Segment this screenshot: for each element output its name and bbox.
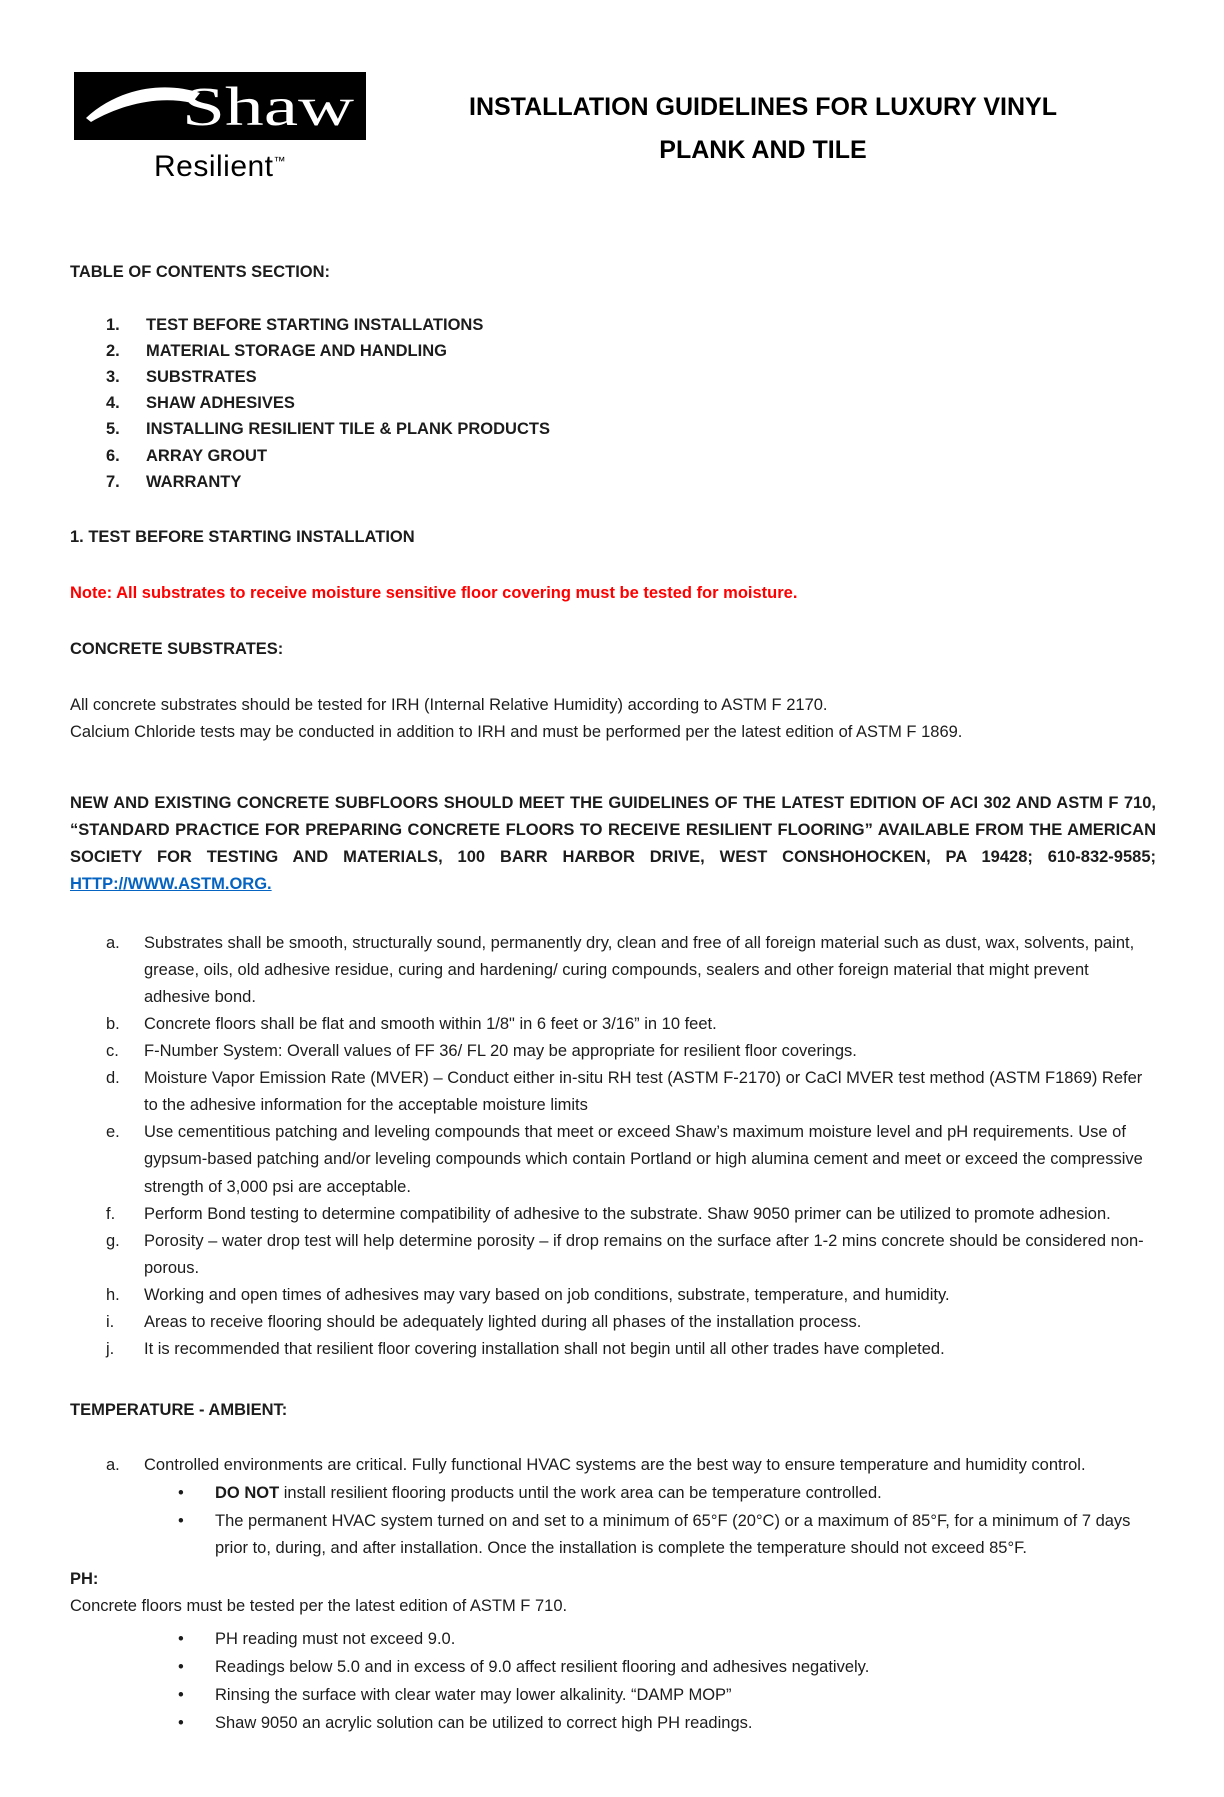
ph-bullet-text: Readings below 5.0 and in excess of 9.0 affect resilient flooring and adhesives negatively. [215,1658,870,1677]
toc-item-number: 2. [106,342,120,361]
ph-intro: Concrete floors must be tested per the latest edition of ASTM F 710. [70,1597,568,1616]
standards-text: NEW AND EXISTING CONCRETE SUBFLOORS SHOULD MEET THE GUIDELINES OF THE LATEST EDITION OF ACI 302 AND ASTM F 710, “STANDARD PRACTICE FOR PREPARING CONCRETE FLOORS TO RECEIVE RESILIENT FLOORING” AVAILABLE FROM THE AMERICAN SOCIETY FOR TESTING AND MATERIALS, 100 BARR HARBOR DRIVE, WEST CONSHOHOCKEN, PA 19428; 610-832-9585; [70,793,1156,866]
test-before-installation-section [70,524,1156,1363]
toc-item-number: 5. [106,420,120,439]
toc-item [106,416,1156,442]
guideline-text: F-Number System: Overall values of FF 36/ FL 20 may be appropriate for resilient floor coverings. [144,1042,857,1061]
ph-bullet [178,1710,1156,1737]
logo-trademark-symbol: ™ [273,154,287,168]
astm-link[interactable]: HTTP://WWW.ASTM.ORG. [70,875,272,894]
ph-heading: PH: [70,1570,99,1589]
temperature-item-text: Controlled environments are critical. Fully functional HVAC systems are the best way to ensure temperature and humidity control. [144,1455,1086,1474]
guideline-letter: a. [106,934,120,953]
guideline-text: Concrete floors shall be flat and smooth within 1/8" in 6 feet or 3/16” in 10 feet. [144,1015,717,1034]
document-header [70,72,1156,191]
temperature-bullet-text [215,1480,1156,1507]
title-line-2: PLANK AND TILE [659,136,867,164]
guideline-text: Areas to receive flooring should be adequately lighted during all phases of the installation process. [144,1312,862,1331]
toc-item-label: TEST BEFORE STARTING INSTALLATIONS [146,316,484,335]
temperature-bullet-rest: install resilient flooring products until the work area can be temperature controlled. [279,1483,882,1502]
bullet-icon [178,1654,215,1681]
toc-item-label: ARRAY GROUT [146,446,268,465]
guideline-text: Working and open times of adhesives may vary based on job conditions, substrate, temperature, and humidity. [144,1285,950,1304]
guideline-text: Substrates shall be smooth, structurally sound, permanently dry, clean and free of all foreign material such as dust, wax, solvents, paint, grease, oils, old adhesive residue, curing and hardening/ curing compounds, sealers and other foreign material that might prevent adhesive bond. [144,934,1135,1007]
ph-bullet [178,1654,1156,1681]
guideline-letter: h. [106,1285,120,1304]
toc-item-label: SUBSTRATES [146,368,257,387]
guideline-letter: b. [106,1015,120,1034]
guideline-item [106,1228,1156,1282]
guideline-letter: f. [106,1204,116,1223]
guideline-item [106,1282,1156,1309]
concrete-intro-line-2: Calcium Chloride tests may be conducted in addition to IRH and must be performed per the latest edition of ASTM F 1869. [70,722,963,741]
bullet-icon [178,1682,215,1709]
toc-item [106,390,1156,416]
guideline-letter: d. [106,1069,120,1088]
toc-item-label: INSTALLING RESILIENT TILE & PLANK PRODUCTS [146,420,550,439]
toc-item-number: 6. [106,446,120,465]
temperature-bullet [178,1480,1156,1507]
temperature-item [106,1452,1156,1479]
ph-bullet-text: Rinsing the surface with clear water may lower alkalinity. “DAMP MOP” [215,1686,732,1705]
logo-subbrand-text: Resilient [153,150,274,183]
guideline-item [106,1119,1156,1200]
guideline-text: It is recommended that resilient floor covering installation shall not begin until all other trades have completed. [144,1339,945,1358]
temperature-heading: TEMPERATURE - AMBIENT: [70,1400,288,1419]
guideline-letter: e. [106,1123,120,1142]
toc-item-number: 4. [106,394,120,413]
table-of-contents-section [70,259,1156,494]
ph-bullet-text: Shaw 9050 an acrylic solution can be utilized to correct high PH readings. [215,1714,753,1733]
toc-heading: TABLE OF CONTENTS SECTION: [70,263,331,282]
bullet-icon [178,1508,215,1562]
concrete-substrates-heading: CONCRETE SUBSTRATES: [70,639,284,658]
ph-section [70,1566,1156,1737]
title-line-1: INSTALLATION GUIDELINES FOR LUXURY VINYL [469,93,1057,121]
logo-subbrand [154,142,286,191]
shaw-logo-box [74,72,366,140]
toc-list [70,312,1156,494]
guideline-text: Moisture Vapor Emission Rate (MVER) – Conduct either in-situ RH test (ASTM F-2170) or CaCl MVER test method (ASTM F1869) Refer to the adhesive information for the acceptable moisture limits [144,1069,1143,1115]
ph-bullet [178,1682,1156,1709]
bullet-icon [178,1480,215,1507]
temperature-bullet-text: The permanent HVAC system turned on and set to a minimum of 65°F (20°C) or a maximum of 85°F, for a minimum of 7 days prior to, during, and after installation. Once the installation is complete the temperature should not exceed 85°F. [215,1511,1131,1558]
temperature-bullet [178,1508,1156,1562]
guideline-item [106,1201,1156,1228]
toc-item-label: MATERIAL STORAGE AND HANDLING [146,342,447,361]
guideline-item [106,930,1156,1011]
bullet-icon [178,1710,215,1737]
standards-paragraph [70,790,1156,898]
guideline-letter: j. [106,1339,115,1358]
guideline-letter: g. [106,1231,120,1250]
concrete-intro-paragraph [70,692,1156,746]
guideline-letter: i. [106,1312,115,1331]
toc-item-label: SHAW ADHESIVES [146,394,295,413]
ph-bullet-text: PH reading must not exceed 9.0. [215,1630,456,1649]
moisture-note: Note: All substrates to receive moisture sensitive floor covering must be tested for moisture. [70,583,798,602]
guideline-item [106,1065,1156,1119]
do-not-emphasis: DO NOT [215,1483,280,1502]
document-title [370,72,1156,172]
guideline-letter: c. [106,1042,119,1061]
toc-item [106,469,1156,495]
bullet-icon [178,1626,215,1653]
toc-item [106,338,1156,364]
logo-brand-text: Shaw [182,76,355,137]
toc-item [106,364,1156,390]
shaw-logo [70,72,370,191]
section1-heading: 1. TEST BEFORE STARTING INSTALLATION [70,527,415,546]
toc-item [106,443,1156,469]
guideline-item [106,1309,1156,1336]
temperature-list [70,1452,1156,1479]
temperature-section [70,1397,1156,1562]
concrete-intro-line-1: All concrete substrates should be tested for IRH (Internal Relative Humidity) according to ASTM F 2170. [70,695,828,714]
toc-item-number: 7. [106,472,120,491]
temperature-item-letter: a. [106,1455,120,1474]
guideline-text: Use cementitious patching and leveling compounds that meet or exceed Shaw’s maximum moisture level and pH requirements. Use of gypsum-based patching and/or leveling compounds which contain Portland or high alumina cement and meet or exceed the compressive strength of 3,000 psi are acceptable. [144,1123,1143,1196]
toc-item-number: 3. [106,368,120,387]
toc-item-label: WARRANTY [146,472,242,491]
guideline-text: Porosity – water drop test will help determine porosity – if drop remains on the surface after 1-2 mins concrete should be considered non-porous. [144,1231,1144,1277]
guideline-item [106,1038,1156,1065]
substrate-guidelines-list [70,930,1156,1363]
guideline-item [106,1011,1156,1038]
ph-bullet [178,1626,1156,1653]
toc-item [106,312,1156,338]
guideline-text: Perform Bond testing to determine compatibility of adhesive to the substrate. Shaw 9050 primer can be utilized to promote adhesion. [144,1204,1111,1223]
toc-item-number: 1. [106,316,120,335]
guideline-item [106,1336,1156,1363]
